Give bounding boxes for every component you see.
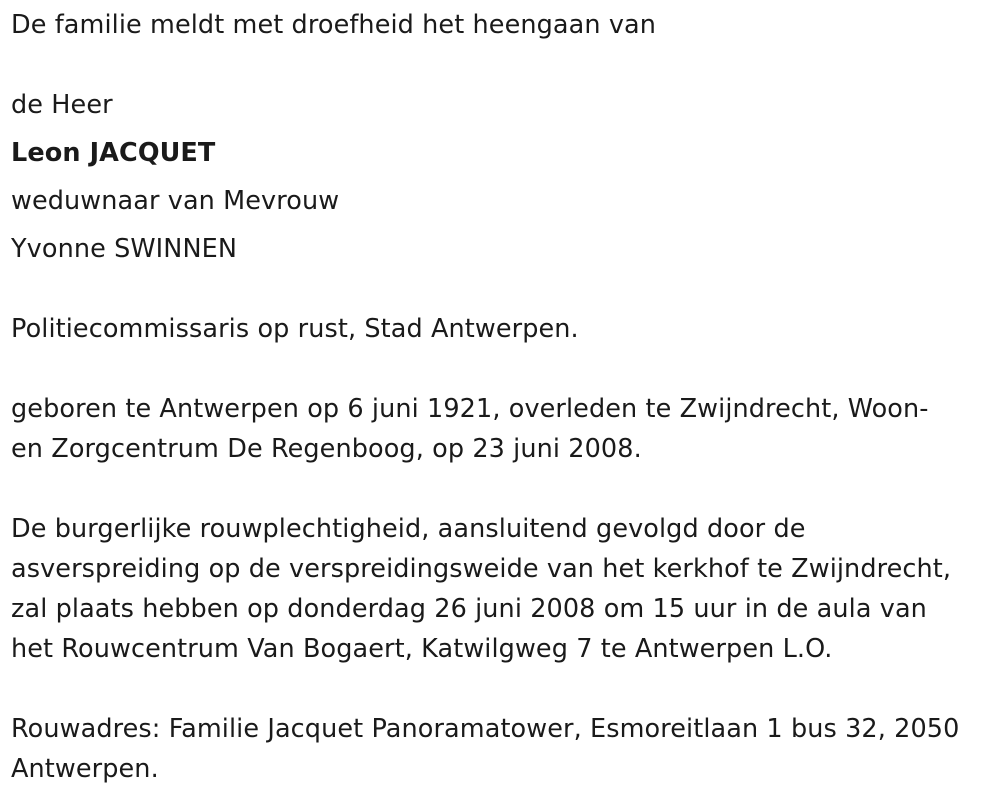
ceremony-line: zal plaats hebben op donderdag 26 juni 2008 om 15 uur in de aula van bbox=[11, 594, 927, 624]
ceremony-line: het Rouwcentrum Van Bogaert, Katwilgweg 7 te Antwerpen L.O. bbox=[11, 634, 833, 664]
honorific: de Heer bbox=[11, 90, 113, 120]
spouse-name: Yvonne SWINNEN bbox=[11, 234, 238, 264]
ceremony-line: asverspreiding op de verspreidingsweide van het kerkhof te Zwijndrecht, bbox=[11, 554, 952, 584]
mourning-address-line: Antwerpen. bbox=[11, 754, 159, 784]
birth-death-line: geboren te Antwerpen op 6 juni 1921, overleden te Zwijndrecht, Woon- bbox=[11, 394, 929, 424]
occupation-text: Politiecommissaris op rust, Stad Antwerpen. bbox=[11, 314, 579, 344]
intro-text: De familie meldt met droefheid het heengaan van bbox=[11, 10, 657, 40]
widower-of-text: weduwnaar van Mevrouw bbox=[11, 186, 340, 216]
mourning-address-line: Rouwadres: Familie Jacquet Panoramatower, Esmoreitlaan 1 bus 32, 2050 bbox=[11, 714, 960, 744]
ceremony-line: De burgerlijke rouwplechtigheid, aansluitend gevolgd door de bbox=[11, 514, 806, 544]
birth-death-line: en Zorgcentrum De Regenboog, op 23 juni 2008. bbox=[11, 434, 642, 464]
deceased-name: Leon JACQUET bbox=[11, 138, 216, 168]
